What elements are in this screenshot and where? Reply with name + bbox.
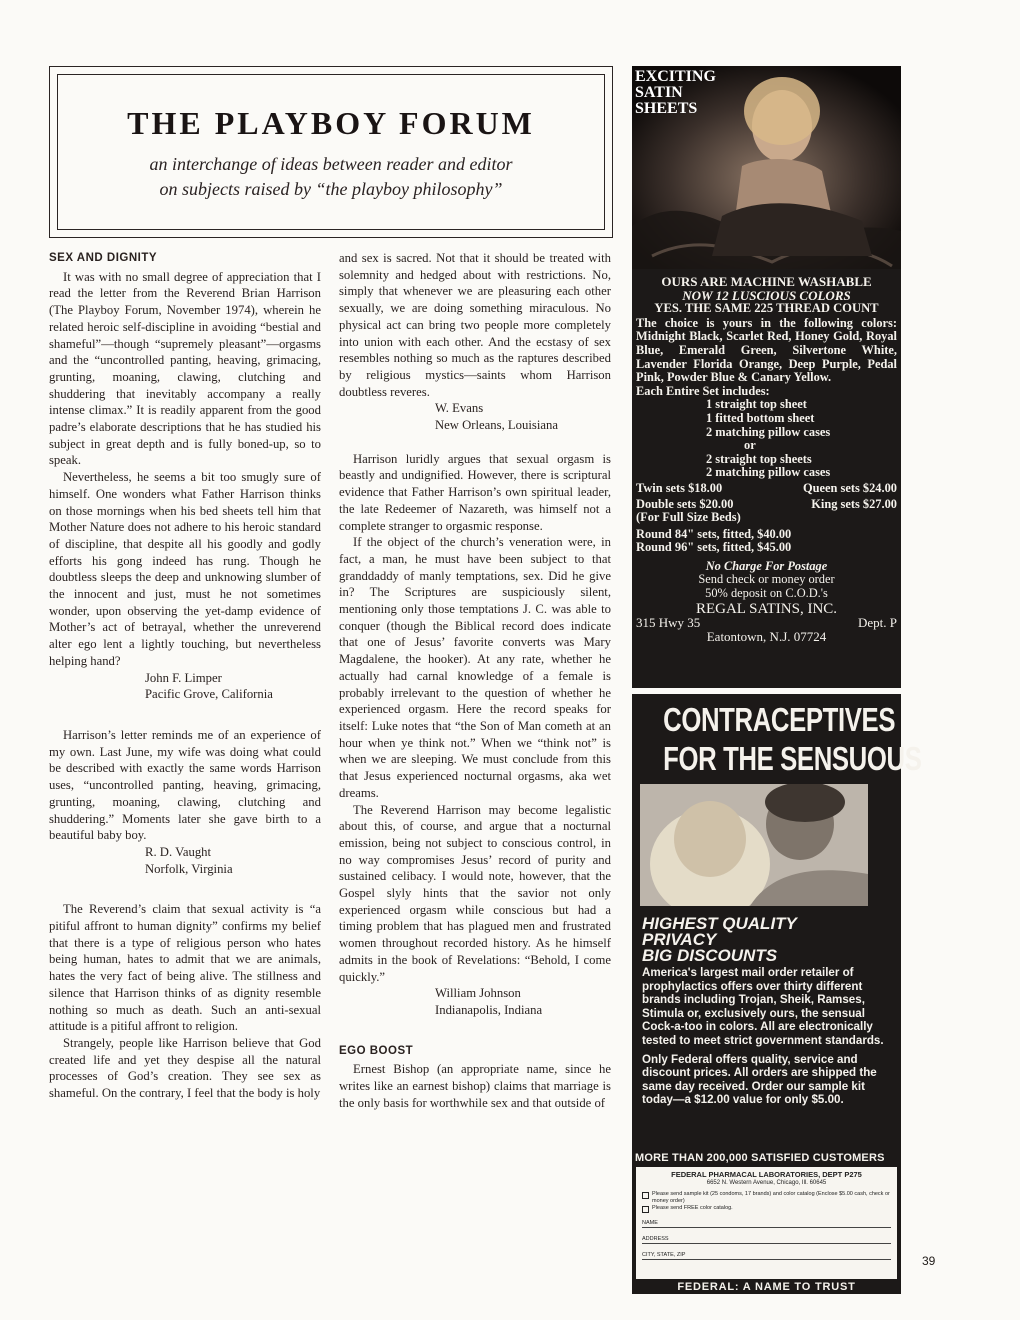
contraceptives-ad-paragraph: Only Federal offers quality, service and discount prices. All orders are shipped the same day received. Order our sample kit today—a $12.00 value for only $5.00. — [642, 1052, 877, 1107]
coupon-option-sample-kit[interactable] — [652, 1191, 897, 1205]
contraceptives-ad — [632, 694, 922, 1294]
coupon-header — [636, 1170, 897, 1188]
coupon-name-field[interactable]: NAME — [642, 1219, 891, 1228]
forum-subtitle-line-2: on subjects raised by “the playboy philosophy” — [159, 179, 503, 199]
section-heading-sex-and-dignity: SEX AND DIGNITY — [49, 252, 158, 264]
signature-place: New Orleans, Louisiana — [435, 418, 558, 433]
letter-spacer — [49, 877, 321, 901]
letter-paragraph: Ernest Bishop (an appropriate name, since he writes like an earnest bishop) claims that marriage is the only basis for worthwhile sex and that outside of — [339, 1062, 611, 1110]
forum-subtitle-line-1: an interchange of ideas between reader and editor — [149, 154, 513, 174]
satin-ad-set-item: 2 matching pillow cases — [706, 424, 831, 439]
page-number: 39 — [922, 1254, 936, 1268]
letter-paragraph: Nevertheless, he seems a bit too smugly sure of himself. One wonders what Father Harrison thinks on those mornings when his bed sheets tell him that Mother Nature does not adhere to his heroic standard of discipline, that despite all his goodly and godly efforts his gong indeed has rung. Though he doubtless sleeps the deep and unknowing slumber of the innocent and just, must he not sometimes wonder, upon observing the yet-damp evidence of Mother’s act of betrayal, whether the unreverend alter ego lent a lightly touching, but nevertheless helping hand? — [49, 470, 321, 668]
contraceptives-ad-highlight: HIGHEST QUALITY — [642, 914, 797, 933]
satin-ad-round96: Round 96" sets, fitted, $45.00 — [636, 540, 792, 555]
text-column-1 — [49, 250, 321, 1102]
satin-ad-round84: Round 84" sets, fitted, $40.00 — [636, 526, 792, 541]
contraceptives-ad-highlights — [642, 916, 797, 964]
letter-spacer — [339, 434, 611, 451]
satin-sheets-ad — [632, 66, 901, 688]
satin-sheets-photo — [632, 66, 901, 269]
satin-ad-deposit: 50% deposit on C.O.D.'s — [705, 586, 828, 601]
satin-ad-no-charge: No Charge For Postage — [705, 558, 828, 573]
embracing-couple-image — [640, 784, 868, 906]
text-column-2 — [339, 250, 611, 1111]
contraceptives-ad-footer: FEDERAL: A NAME TO TRUST — [677, 1281, 856, 1293]
forum-masthead — [49, 66, 613, 238]
signature-place: Pacific Grove, California — [145, 687, 273, 702]
satin-ad-address: 315 Hwy 35 — [636, 615, 701, 631]
order-coupon[interactable] — [636, 1167, 897, 1279]
satin-ad-company: REGAL SATINS, INC. — [695, 600, 838, 617]
coupon-city-field[interactable]: CITY, STATE, ZIP — [642, 1251, 891, 1260]
satin-ad-title-line: EXCITING — [635, 68, 716, 85]
satin-ad-double-price: Double sets $20.00 — [636, 496, 734, 511]
satin-ad-price-row — [636, 498, 897, 512]
satin-ad-set-item: 2 matching pillow cases — [706, 465, 831, 480]
section-heading-ego-boost: EGO BOOST — [339, 1044, 414, 1057]
coupon-option-catalog[interactable] — [652, 1205, 897, 1212]
forum-subtitle — [58, 152, 604, 202]
letter-paragraph: If the object of the church’s veneration were, in fact, a man, he must have been subject to that granddaddy of manly temptations, sex. Did he give in? The Scriptures are suspiciously silent, mentioning only those temptations J. C. was able to conquer (though the Biblical record does indicate that one of Jesus’ favorite converts was Mary Magdalene, the hooker). At any rate, whether he actually had carnal knowledge of a female is probably irrelevant to the question of whether he experienced orgasm. Here the record speaks for itself: Luke notes that “the Son of Man cometh at an hour when ye think not.” When we “think not” is when we are sleeping. We must conclude from this that Jesus experienced nocturnal orgasms, aka wet dreams. — [339, 535, 611, 800]
letter-paragraph: Harrison luridly argues that sexual orgasm is beastly and undignified. However, there is scriptural evidence that Father Harrison’s own spiritual leader, the late Redeemer of Nazareth, was himself not a complete stranger to orgasmic response. — [339, 451, 611, 533]
forum-title: THE PLAYBOY FORUM — [127, 105, 535, 141]
satin-ad-thread-count: YES. THE SAME 225 THREAD COUNT — [654, 301, 879, 316]
satisfied-customers-banner: MORE THAN 200,000 SATISFIED CUSTOMERS — [635, 1152, 885, 1164]
satin-ad-each-set: Each Entire Set includes: — [636, 383, 770, 398]
checkbox-icon[interactable] — [642, 1192, 649, 1199]
contraceptives-ad-headline-line: CONTRACEPTIVES — [663, 701, 896, 738]
signature-name: John F. Limper — [145, 670, 222, 685]
coupon-address-field[interactable]: ADDRESS — [642, 1235, 891, 1244]
satin-ad-set-item: 1 straight top sheet — [706, 397, 807, 412]
contraceptives-ad-highlight: BIG DISCOUNTS — [642, 946, 778, 965]
satin-ad-title — [635, 69, 716, 117]
contraceptives-ad-paragraph: America's largest mail order retailer of prophylactics offers over thirty different brands including Trojan, Sheik, Ramses, Stimula or, exclusively ours, the sensual Cock-a-too in colors. All are electronically tested to meet strict government standards. — [642, 966, 884, 1047]
satin-ad-color-list: The choice is yours in the following colors: Midnight Black, Scarlet Red, Honey Gold, Royal Blue, Emerald Green, Silvertone White, Lavender Florida Orange, Deep Purple, Pedal Pink, Powder Blue & Canary Yellow. — [636, 315, 897, 385]
letter-paragraph: The Reverend Harrison may become legalistic about this, of course, and argue that a nocturnal emission, being not subject to conscious control, in no way compromises Jesus’ record of purity and sustained celibacy. I would note, however, that the Gospel slyly hints that the savior not only experienced orgasm while conscious but had a timing problem that has plagued men and frustrated women throughout recorded history. As he himself admits in the book of Revelations: “Behold, I come quickly.” — [339, 802, 611, 984]
satin-ad-address-row — [636, 616, 897, 630]
satin-ad-full-size: (For Full Size Beds) — [636, 510, 741, 525]
satin-ad-send-check: Send check or money order — [698, 572, 835, 587]
coupon-option-label: Please send FREE color catalog. — [652, 1205, 733, 1211]
letter-paragraph: Harrison’s letter reminds me of an experience of my own. Last June, my wife was doing what could be described with exactly the same words Harrison uses, “uncontrolled panting, heaving, grimacing, grunting, moaning, clawing, clutching and shuddering.” Moments later she gave birth to a beautiful baby boy. — [49, 727, 321, 843]
satin-ad-set-item: 1 fitted bottom sheet — [706, 410, 815, 425]
letter-paragraph: It was with no small degree of appreciation that I read the letter from the Reverend Brian Harrison (The Playboy Forum, November 1974), wherein he related heroic self-discipline in avoiding “bestial and shameful”—though “supremely pleasant”—orgasms and the “uncontrolled panting, heaving, grimacing, grunting, moaning, clawing, clutching and shuddering that inevitably accompany a really intense climax.” It is readily apparent from the good padre’s elaborate descriptions that he has studied his subject in great depth and is fully boned-up, so to speak. — [49, 269, 321, 468]
satin-ad-city: Eatontown, N.J. 07724 — [706, 628, 827, 644]
satin-ad-set-b — [636, 453, 897, 480]
contraceptives-ad-headline-line: FOR THE SENSUOUS — [663, 740, 922, 777]
satin-ad-colors-count: NOW 12 LUSCIOUS COLORS — [682, 287, 851, 303]
satin-ad-set-a — [636, 398, 897, 439]
coupon-option-label: Please send sample kit (25 condoms, 17 brands) and color catalog (Enclose $5.00 cash, check or money order) — [652, 1191, 890, 1204]
contraceptives-ad-body — [642, 966, 894, 1107]
satin-ad-body — [636, 275, 897, 643]
satin-ad-price-row — [636, 482, 897, 496]
letter-paragraph: Strangely, people like Harrison believe that God created life and yet they despise all the natural processes of God’s creation. They see sex as shameful. On the contrary, I feel that the body is holy — [49, 1035, 321, 1101]
letter-paragraph-continued: and sex is sacred. Not that it should be treated with solemnity and hedged about with restrictions. No, simply that whenever we are pleasuring each other sexually, we are doing something miraculous. No physical act can bring two people more completely into union with each other. And the ecstasy of sex resembles nothing so much as the raptures described by religious mystics—saints whom Harrison doubtless reveres. — [339, 251, 611, 399]
satin-ad-title-line: SHEETS — [635, 100, 698, 117]
contraceptives-ad-headline — [663, 700, 922, 778]
signature-name: William Johnson — [435, 986, 521, 1001]
masthead-inner-frame — [57, 74, 605, 230]
signature-place: Indianapolis, Indiana — [435, 1002, 543, 1017]
section-spacer — [339, 1019, 611, 1043]
signature-name: R. D. Vaught — [145, 844, 212, 859]
coupon-address: 6652 N. Western Avenue, Chicago, Ill. 60645 — [706, 1180, 827, 1186]
signature-name: W. Evans — [435, 401, 484, 416]
signature-place: Norfolk, Virginia — [145, 861, 233, 876]
letter-spacer — [49, 703, 321, 727]
satin-ad-queen-price: Queen sets $24.00 — [803, 480, 897, 495]
satin-ad-twin-price: Twin sets $18.00 — [636, 480, 723, 495]
checkbox-icon[interactable] — [642, 1206, 649, 1213]
satin-ad-washable: OURS ARE MACHINE WASHABLE — [661, 274, 872, 289]
couple-photo — [640, 784, 868, 906]
satin-ad-king-price: King sets $27.00 — [811, 496, 897, 511]
satin-ad-title-line: SATIN — [635, 84, 683, 101]
contraceptives-ad-highlight: PRIVACY — [642, 930, 717, 949]
satin-ad-set-item: 2 straight top sheets — [706, 451, 812, 466]
coupon-company: FEDERAL PHARMACAL LABORATORIES, DEPT P275 — [671, 1170, 862, 1179]
letter-paragraph: The Reverend’s claim that sexual activity is “a pitiful affront to human dignity” confirms my belief that there is a type of religious person who hates being human, hates to admit that we are animals, hates the very fact of being alive. The stillness and silence that Harrison thinks of as dignity resemble nothing so much as death. Such an anti-sexual attitude is a pitiful affront to religion. — [49, 902, 321, 1034]
satin-ad-dept: Dept. P — [858, 615, 897, 631]
satin-ad-or: or — [744, 438, 756, 453]
